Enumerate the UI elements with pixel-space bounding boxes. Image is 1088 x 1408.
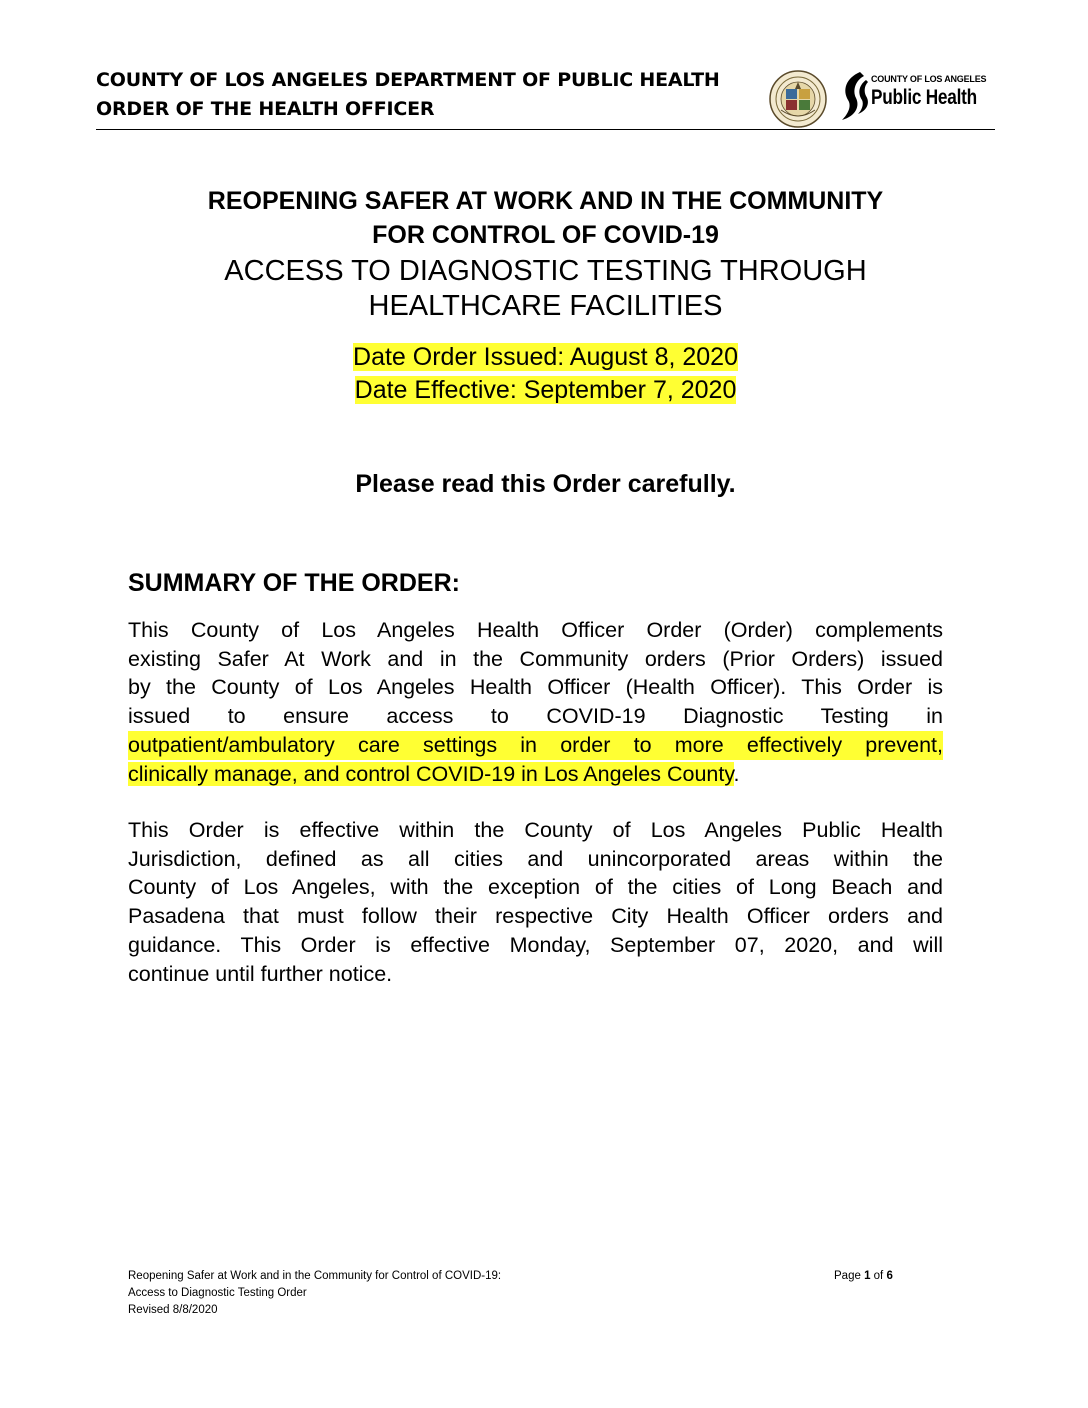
paragraph-line: by the County of Los Angeles Health Officer (Health Officer). This Order is — [128, 675, 943, 700]
summary-paragraph-1 — [128, 616, 943, 788]
page-of: of — [870, 1270, 887, 1282]
paragraph-line: Jurisdiction, defined as all cities and unincorporated areas within the — [128, 846, 943, 871]
read-carefully-notice: Please read this Order carefully. — [355, 470, 736, 498]
header-department: COUNTY OF LOS ANGELES DEPARTMENT OF PUBLIC HEALTH — [96, 69, 720, 91]
title-line-2: FOR CONTROL OF COVID-19 — [372, 221, 719, 249]
paragraph-line-last — [128, 760, 943, 789]
paragraph-line: issued to ensure access to COVID-19 Diagnostic Testing in — [128, 704, 943, 729]
highlighted-paragraph-line: outpatient/ambulatory care settings in order to more effectively prevent, — [128, 731, 943, 760]
highlighted-text: clinically manage, and control COVID-19 in Los Angeles County — [128, 761, 734, 786]
paragraph-line: existing Safer At Work and in the Community orders (Prior Orders) issued — [128, 646, 943, 671]
summary-paragraph-2 — [128, 816, 943, 988]
date-issued-line — [96, 343, 995, 372]
logo-public-health-text: Public Health — [871, 86, 977, 109]
paragraph-line: This County of Los Angeles Health Officer Order (Order) complements — [128, 618, 943, 642]
summary-heading: SUMMARY OF THE ORDER: — [128, 569, 460, 597]
paragraph-line: Pasadena that must follow their respective City Health Officer orders and — [128, 904, 943, 929]
page-current: 1 — [864, 1270, 871, 1282]
paragraph-line: County of Los Angeles, with the exception of the cities of Long Beach and — [128, 875, 943, 900]
footer-subtitle: Access to Diagnostic Testing Order — [128, 1287, 307, 1299]
page-prefix: Page — [834, 1270, 865, 1282]
paragraph-line: This Order is effective within the County of Los Angeles Public Health — [128, 818, 943, 842]
page-number — [834, 1270, 893, 1282]
page-total: 6 — [886, 1270, 893, 1282]
paragraph-line-last: continue until further notice. — [128, 961, 393, 986]
public-health-swoosh-icon — [838, 70, 872, 124]
trailing-period: . — [733, 761, 740, 786]
header-divider — [96, 129, 995, 130]
date-effective-line — [96, 376, 995, 405]
subtitle-line-2: HEALTHCARE FACILITIES — [368, 290, 723, 322]
paragraph-line: guidance. This Order is effective Monday, September 07, 2020, and will — [128, 932, 943, 957]
logo-county-text: COUNTY OF LOS ANGELES — [871, 74, 987, 84]
title-line-1: REOPENING SAFER AT WORK AND IN THE COMMUNITY — [207, 187, 884, 215]
county-seal-icon — [769, 70, 827, 128]
public-health-logo — [838, 70, 994, 124]
subtitle-line-1: ACCESS TO DIAGNOSTIC TESTING THROUGH — [224, 255, 867, 287]
footer-title: Reopening Safer at Work and in the Community for Control of COVID-19: — [128, 1270, 502, 1282]
date-issued: Date Order Issued: August 8, 2020 — [353, 343, 738, 371]
date-effective: Date Effective: September 7, 2020 — [354, 376, 737, 404]
header-order-title: ORDER OF THE HEALTH OFFICER — [96, 98, 435, 120]
footer-revised: Revised 8/8/2020 — [128, 1304, 218, 1316]
